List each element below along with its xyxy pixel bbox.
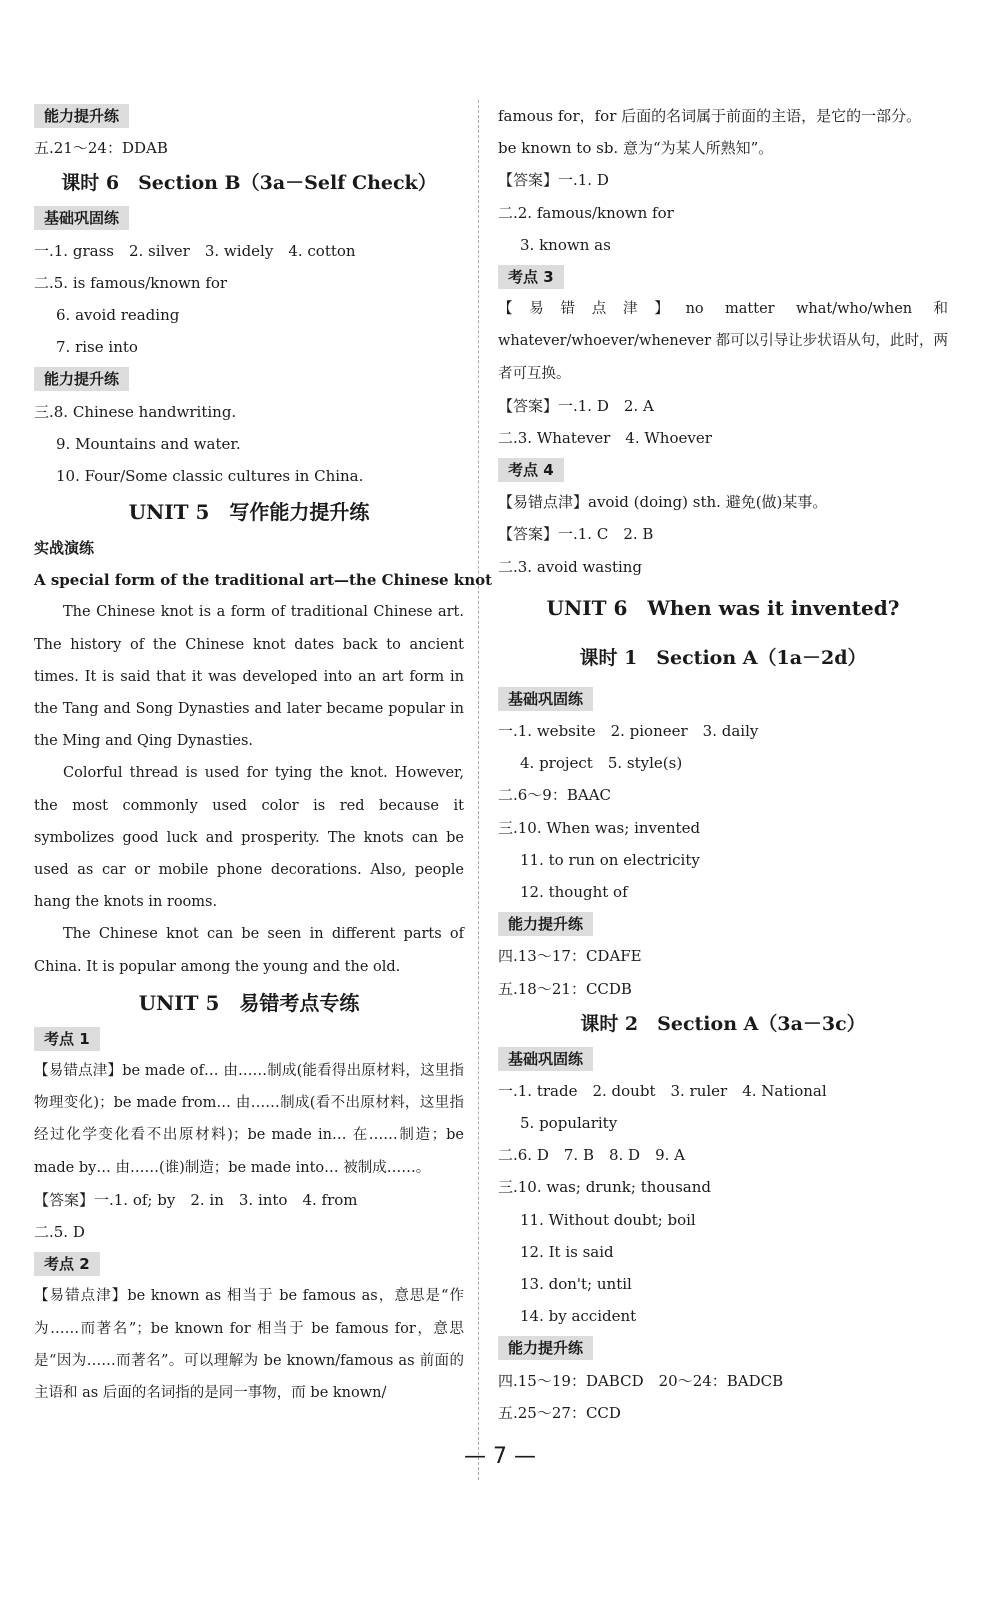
unit-heading: UNIT 5 易错考点专练 (138, 990, 360, 1015)
answer-line: 二.3. Whatever 4. Whoever (498, 428, 712, 447)
answer-line: 14. by accident (520, 1307, 637, 1326)
section-tag: 基础巩固练 (498, 687, 593, 711)
column-divider (478, 100, 479, 1480)
answer-line: 五.18～21：CCDB (498, 979, 632, 998)
answer-line: 11. Without doubt; boil (520, 1210, 696, 1229)
section-tag: 能力提升练 (34, 367, 129, 391)
answer-line: 一.1. website 2. pioneer 3. daily (498, 722, 759, 741)
section-tag: 能力提升练 (498, 1336, 593, 1360)
section-tag: 能力提升练 (34, 104, 129, 128)
key-point-tag: 考点 4 (498, 458, 564, 482)
answer-line: 【答案】一.1. D 2. A (498, 396, 654, 415)
left-column (34, 100, 493, 1409)
answer-line: 三.8. Chinese handwriting. (34, 402, 237, 421)
answer-line: 13. don't; until (520, 1275, 632, 1294)
key-point-tag: 考点 3 (498, 265, 564, 289)
answer-line: 二.5. D (34, 1223, 85, 1242)
answer-line: 【答案】一.1. of; by 2. in 3. into 4. from (34, 1190, 358, 1209)
answer-line: 7. rise into (56, 338, 138, 357)
section-tag: 能力提升练 (498, 912, 593, 936)
essay-title: A special form of the traditional art—the Chinese knot (34, 571, 493, 590)
section-tag: 基础巩固练 (498, 1047, 593, 1071)
unit-heading: UNIT 6 When was it invented? (546, 595, 900, 620)
answer-line: 5. popularity (520, 1114, 618, 1133)
lesson-title: 课时 1 Section A（1a－2d） (579, 646, 867, 669)
practice-heading: 实战演练 (34, 539, 95, 558)
answer-line: 二.5. is famous/known for (34, 273, 228, 292)
answer-line: 三.10. When was; invented (498, 818, 701, 837)
answer-line: 12. It is said (520, 1242, 614, 1261)
note-line: be known to sb. 意为“为某人所熟知”。 (498, 139, 774, 158)
answer-line: 12. thought of (520, 882, 628, 901)
error-note: 【易错点津】no matter what/who/when 和 whatever/whoever/whenever 都可以引导让步状语从句，此时，两者可互换。 (498, 301, 948, 382)
answer-line: 一.1. trade 2. doubt 3. ruler 4. National (498, 1081, 827, 1100)
answer-line: 四.13～17：CDAFE (498, 947, 642, 966)
answer-line: 二.2. famous/known for (498, 203, 674, 222)
error-note: 【易错点津】be known as 相当于 be famous as，意思是“作为……而著名”；be known for 相当于 be famous for，意思是“因为……而著名”。可以理解为 be known/famous as 前面的主语和 as 后面的名词指的是同一事物，而 be known/ (34, 1288, 464, 1402)
answer-line: 二.6. D 7. B 8. D 9. A (498, 1146, 685, 1165)
answer-line: 一.1. grass 2. silver 3. widely 4. cotton (34, 241, 356, 260)
error-note: 【易错点津】be made of… 由……制成(能看得出原材料，这里指物理变化)；be made from… 由……制成(看不出原材料，这里指经过化学变化看不出原材料)；be made in… 在……制造；be made by… 由……(谁)制造；be made into… 被制成……。 (34, 1063, 464, 1176)
error-note: 【易错点津】avoid (doing) sth. 避免(做)某事。 (498, 493, 828, 512)
answer-line: 【答案】一.1. D (498, 171, 609, 190)
answer-line: 二.6～9：BAAC (498, 786, 612, 805)
essay-paragraph: The Chinese knot can be seen in different parts of China. It is popular among the young and the old. (34, 926, 464, 975)
essay-paragraph: Colorful thread is used for tying the knot. However, the most commonly used color is red because it symbolizes good luck and prosperity. The knots can be used as car or mobile phone decorations. Also, people hang the knots in rooms. (34, 765, 464, 911)
key-point-tag: 考点 2 (34, 1252, 100, 1276)
answer-line: 【答案】一.1. C 2. B (498, 525, 654, 544)
lesson-title: 课时 6 Section B（3a－Self Check） (61, 172, 437, 195)
answer-line: 二.3. avoid wasting (498, 557, 643, 576)
answer-line: 6. avoid reading (56, 305, 180, 324)
answer-line: 三.10. was; drunk; thousand (498, 1178, 711, 1197)
key-point-tag: 考点 1 (34, 1027, 100, 1051)
lesson-title: 课时 2 Section A（3a－3c） (580, 1012, 866, 1035)
page-number: — 7 — (464, 1444, 536, 1469)
answer-line: 4. project 5. style(s) (520, 754, 683, 773)
answer-line: 11. to run on electricity (520, 850, 700, 869)
answer-line: 9. Mountains and water. (56, 434, 241, 453)
answer-line: 3. known as (520, 235, 611, 254)
answer-line: 10. Four/Some classic cultures in China. (56, 466, 364, 485)
essay-paragraph: The Chinese knot is a form of traditional Chinese art. The history of the Chinese knot dates back to ancient times. It is said that it was developed into an art form in the Tang and Song Dynasties and later became popular in the Ming and Qing Dynasties. (34, 604, 464, 750)
right-column (498, 100, 948, 1429)
note-line: famous for，for 后面的名词属于前面的主语，是它的一部分。 (498, 107, 922, 125)
section-tag: 基础巩固练 (34, 206, 129, 230)
answer-line: 五.25～27：CCD (498, 1403, 621, 1422)
answer-line: 四.15～19：DABCD 20～24：BADCB (498, 1371, 784, 1390)
unit-heading: UNIT 5 写作能力提升练 (128, 500, 370, 525)
answer-line: 五.21～24：DDAB (34, 139, 168, 158)
